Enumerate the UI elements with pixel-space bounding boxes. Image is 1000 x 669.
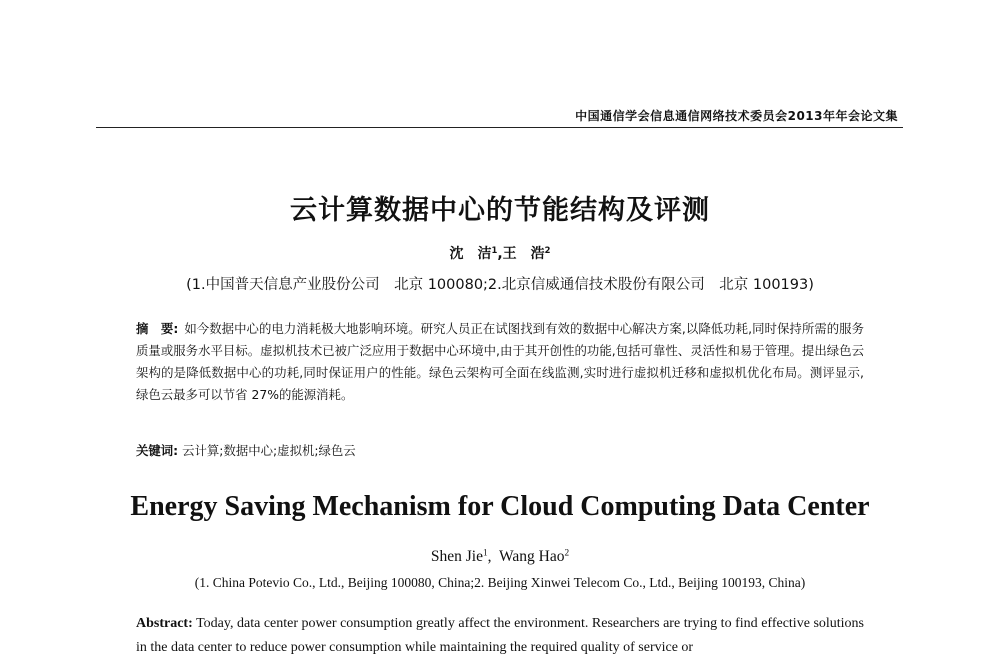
affiliations-cn: (1.中国普天信息产业股份公司 北京 100080;2.北京信威通信技术股份有限公司 北京 100193) bbox=[186, 277, 814, 293]
authors-en bbox=[0, 548, 1000, 566]
author-1-cn: 沈 洁 bbox=[449, 246, 492, 262]
author-sep-cn: , bbox=[497, 246, 503, 262]
paper-title-en: Energy Saving Mechanism for Cloud Computing Data Center bbox=[130, 491, 870, 522]
paper-title-cn: 云计算数据中心的节能结构及评测 bbox=[290, 195, 710, 226]
abstract-en-label: Abstract: bbox=[136, 616, 193, 631]
author-2-cn: 王 浩 bbox=[502, 246, 545, 262]
running-header: 中国通信学会信息通信网络技术委员会2013年年会论文集 bbox=[575, 109, 898, 123]
abstract-cn-label: 摘 要: bbox=[136, 321, 179, 336]
author-1-cn-sup: 1 bbox=[491, 244, 498, 255]
abstract-cn bbox=[136, 318, 864, 406]
author-1-en: Shen Jie bbox=[430, 548, 483, 565]
abstract-en-text: Today, data center power consumption greatly affect the environment. Researchers are trying to find effective solutions in the data center to reduce power consumption while maintaining the required quality of service or bbox=[136, 616, 865, 655]
keywords-cn-label: 关键词: bbox=[136, 443, 179, 458]
abstract-en bbox=[136, 612, 864, 660]
author-2-en-sup: 2 bbox=[564, 548, 570, 559]
author-sep-en: , bbox=[487, 548, 499, 565]
authors-cn bbox=[0, 243, 1000, 263]
author-2-cn-sup: 2 bbox=[544, 244, 551, 255]
author-1-en-sup: 1 bbox=[482, 548, 488, 559]
keywords-cn-text: 云计算;数据中心;虚拟机;绿色云 bbox=[182, 443, 356, 458]
keywords-cn bbox=[136, 441, 356, 459]
affiliations-en: (1. China Potevio Co., Ltd., Beijing 100080, China;2. Beijing Xinwei Telecom Co., Ltd., Beijing 100193, China) bbox=[194, 575, 806, 590]
author-2-en: Wang Hao bbox=[498, 548, 565, 565]
header-rule bbox=[96, 127, 903, 128]
abstract-cn-text: 如今数据中心的电力消耗极大地影响环境。研究人员正在试图找到有效的数据中心解决方案,以降低功耗,同时保持所需的服务质量或服务水平目标。虚拟机技术已被广泛应用于数据中心环境中,由于其开创性的功能,包括可靠性、灵活性和易于管理。提出绿色云架构的是降低数据中心的功耗,同时保证用户的性能。绿色云架构可全面在线监测,实时进行虚拟机迁移和虚拟机优化布局。测评显示,绿色云最多可以节省 27%的能源消耗。 bbox=[136, 321, 864, 402]
